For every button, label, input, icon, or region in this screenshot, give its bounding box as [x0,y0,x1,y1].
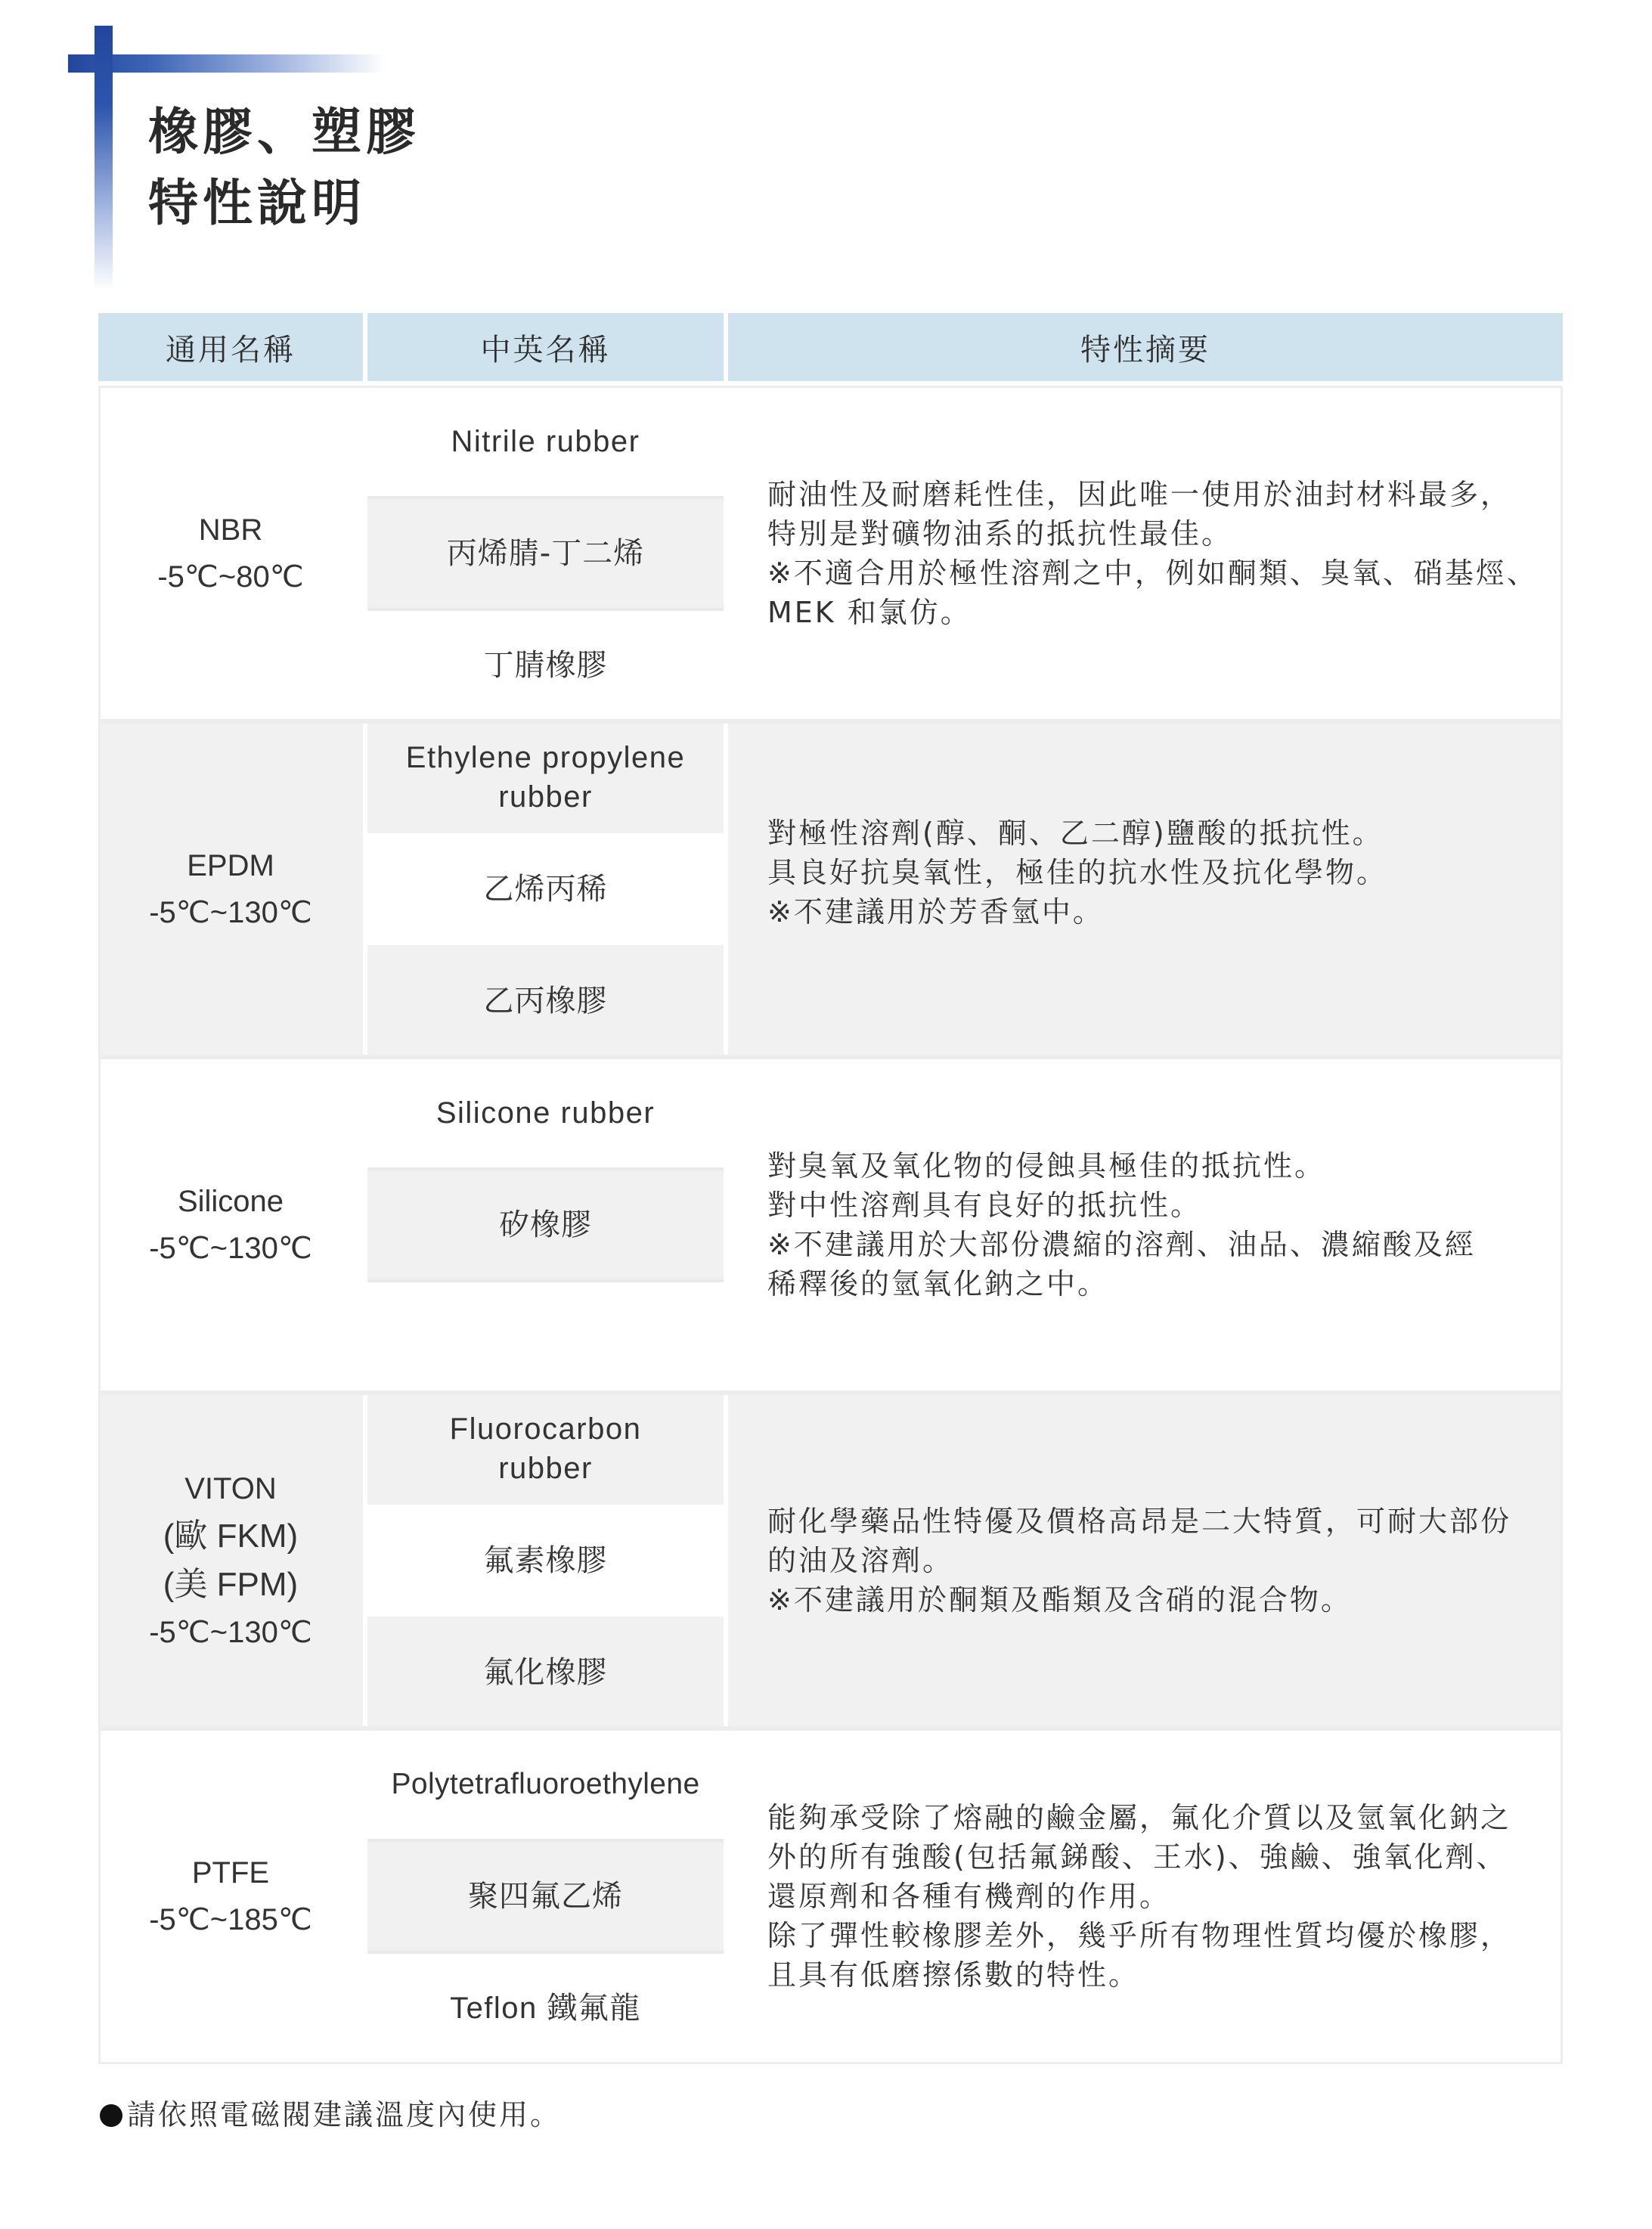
summary-line: 且具有低磨擦係數的特性。 [767,1958,1140,1992]
common-name-cell [98,721,363,1057]
summary-line: 耐化學藥品性特優及價格高昂是二大特質，可耐大部份 [767,1505,1512,1538]
name-cells [367,1393,724,1728]
summary-line: ※不建議用於芳香氫中。 [767,895,1104,928]
common-name-cell [98,386,363,721]
summary-cell [728,1393,1563,1728]
table-row-silicone [98,1057,1563,1393]
summary-cell [728,386,1563,721]
summary-line: 特別是對礦物油系的抵抗性最佳。 [767,517,1233,550]
summary-line: ※不適合用於極性溶劑之中，例如酮類、臭氧、硝基烴、 [767,556,1538,590]
name-alias: 丁腈橡膠 [367,609,724,721]
temperature-range: -5℃~130℃ [149,1616,312,1649]
summary-line: 耐油性及耐磨耗性佳，因此唯一使用於油封材料最多， [767,478,1512,511]
name-english: Nitrile rubber [367,386,724,498]
name-alias: Teflon 鐵氟龍 [367,1952,724,2064]
name-english: Polytetrafluoroethylene [367,1728,724,1840]
name-english: Ethylene propylene rubber [367,721,724,833]
common-name-cell [98,1728,363,2064]
summary-cell [728,1057,1563,1393]
summary-line: ※不建議用於酮類及酯類及含硝的混合物。 [767,1583,1352,1617]
summary-line: MEK 和氯仿。 [767,596,972,629]
name-chinese: 氟素橡膠 [367,1505,724,1617]
name-alias: 氟化橡膠 [367,1617,724,1728]
table-row-nbr [98,386,1563,721]
name-english: Fluorocarbon rubber [367,1393,724,1505]
name-alias: 乙丙橡膠 [367,945,724,1057]
temperature-range: -5℃~130℃ [149,1232,312,1265]
common-name-cell [98,1057,363,1393]
material-alias-eu: (歐 FKM) [163,1518,299,1555]
header-decoration-vertical [95,26,113,290]
summary-cell [728,1728,1563,2064]
summary-line: 能夠承受除了熔融的鹼金屬，氟化介質以及氫氧化鈉之 [767,1801,1512,1834]
page-title [148,97,420,239]
page-title-line-2: 特性說明 [148,174,366,232]
summary-line: 稀釋後的氫氧化鈉之中。 [767,1267,1109,1301]
summary-line: 還原劑和各種有機劑的作用。 [767,1880,1171,1913]
summary-line: 的油及溶劑。 [767,1544,954,1577]
material-code: EPDM [187,849,274,882]
table-row-viton [98,1393,1563,1728]
name-alias-empty [367,1281,724,1393]
name-cells [367,721,724,1057]
header-summary: 特性摘要 [728,313,1563,381]
material-code: VITON [184,1472,277,1505]
name-cells [367,1728,724,2064]
temperature-range: -5℃~185℃ [149,1903,312,1936]
page-title-line-1: 橡膠、塑膠 [148,103,420,161]
summary-line: ※不建議用於大部份濃縮的溶劑、油品、濃縮酸及經 [767,1228,1476,1261]
material-code: NBR [198,513,263,547]
material-alias-us: (美 FPM) [163,1566,299,1603]
summary-line: 對臭氧及氧化物的侵蝕具極佳的抵抗性。 [767,1149,1326,1183]
name-cells [367,386,724,721]
summary-line: 除了彈性較橡膠差外，幾乎所有物理性質均優於橡膠， [767,1919,1512,1952]
header-cn-en-name: 中英名稱 [367,313,724,381]
material-code: Silicone [177,1185,284,1218]
common-name-cell [98,1393,363,1728]
name-english: Silicone rubber [367,1057,724,1169]
table-row-ptfe [98,1728,1563,2064]
header-common-name: 通用名稱 [98,313,363,381]
footnote-text: 請依照電磁閥建議溫度內使用。 [127,2098,562,2131]
summary-line: 具良好抗臭氧性，極佳的抗水性及抗化學物。 [767,856,1388,889]
name-chinese: 矽橡膠 [367,1169,724,1281]
bullet-icon [100,2104,122,2127]
temperature-range: -5℃~80℃ [157,560,304,594]
header-decoration-horizontal [68,54,386,73]
name-chinese: 乙烯丙稀 [367,833,724,945]
temperature-range: -5℃~130℃ [149,896,312,929]
summary-line: 外的所有強酸(包括氟銻酸、王水)、強鹼、強氧化劑、 [767,1840,1508,1874]
name-cells [367,1057,724,1393]
material-code: PTFE [191,1856,270,1890]
summary-line: 對中性溶劑具有良好的抵抗性。 [767,1189,1202,1222]
footnote [100,2094,561,2135]
name-chinese: 聚四氟乙烯 [367,1840,724,1952]
summary-cell [728,721,1563,1057]
summary-line: 對極性溶劑(醇、酮、乙二醇)鹽酸的抵抗性。 [767,817,1384,850]
name-chinese: 丙烯腈-丁二烯 [367,498,724,609]
table-row-epdm [98,721,1563,1057]
